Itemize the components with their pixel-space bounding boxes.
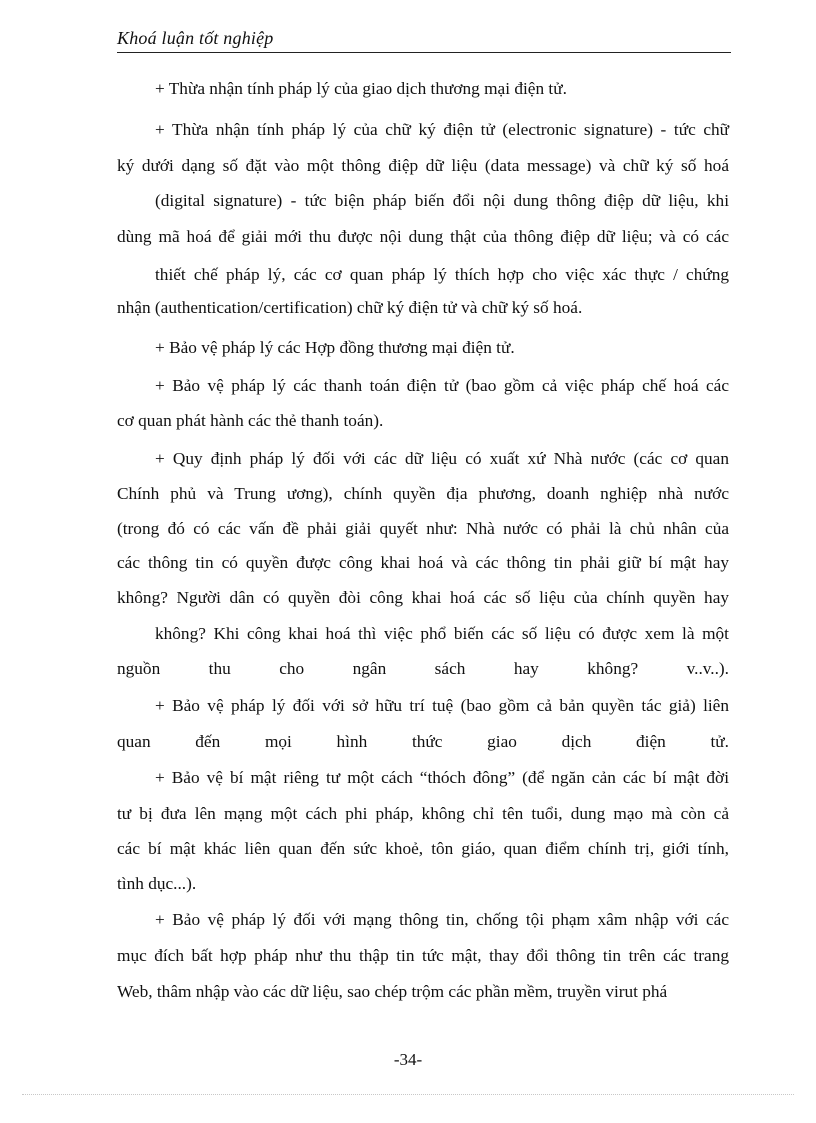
header-title: Khoá luận tốt nghiệp bbox=[117, 28, 274, 48]
body-line: mục đích bất hợp pháp như thu thập tin tức mật, thay đổi thông tin trên các trang bbox=[117, 946, 729, 965]
body-line: các bí mật khác liên quan đến sức khoẻ, tôn giáo, quan điểm chính trị, giới tính, bbox=[117, 839, 729, 858]
body-line: quan đến mọi hình thức giao dịch điện tử. bbox=[117, 732, 729, 751]
body-line: + Bảo vệ pháp lý đối với sở hữu trí tuệ (bao gồm cả bản quyền tác giả) liên bbox=[155, 696, 729, 715]
body-line: + Bảo vệ pháp lý các thanh toán điện tử (bao gồm cả việc pháp chế hoá các bbox=[155, 376, 729, 395]
body-line: nhận (authentication/certification) chữ ký điện tử và chữ ký số hoá. bbox=[117, 298, 583, 317]
body-line: thiết chế pháp lý, các cơ quan pháp lý thích hợp cho việc xác thực / chứng bbox=[155, 265, 729, 284]
page-number: -34- bbox=[393, 1050, 423, 1069]
body-line: ký dưới dạng số đặt vào một thông điệp dữ liệu (data message) và chữ ký số hoá bbox=[117, 156, 729, 175]
body-line: Chính phủ và Trung ương), chính quyền địa phương, doanh nghiệp nhà nước bbox=[117, 484, 729, 503]
body-line: tư bị đưa lên mạng một cách phi pháp, không chỉ tên tuổi, dung mạo mà còn cả bbox=[117, 804, 729, 823]
body-line: không? Khi công khai hoá thì việc phổ biến các số liệu có được xem là một bbox=[155, 624, 729, 643]
body-line: cơ quan phát hành các thẻ thanh toán). bbox=[117, 411, 384, 430]
page-header bbox=[117, 26, 731, 53]
body-line: + Bảo vệ bí mật riêng tư một cách “thóch đông” (để ngăn cản các bí mật đời bbox=[155, 768, 729, 787]
body-line: + Bảo vệ pháp lý các Hợp đồng thương mại điện tử. bbox=[155, 338, 515, 357]
body-line: + Quy định pháp lý đối với các dữ liệu có xuất xứ Nhà nước (các cơ quan bbox=[155, 449, 729, 468]
body-line: không? Người dân có quyền đòi công khai hoá các số liệu của chính quyền hay bbox=[117, 588, 729, 607]
body-line: + Bảo vệ pháp lý đối với mạng thông tin, chống tội phạm xâm nhập với các bbox=[155, 910, 729, 929]
page-divider bbox=[22, 1094, 794, 1095]
body-line: nguồn thu cho ngân sách hay không? v..v..). bbox=[117, 659, 729, 678]
body-line: dùng mã hoá để giải mới thu được nội dung thật của thông điệp dữ liệu; và có các bbox=[117, 227, 729, 246]
body-line: tình dục...). bbox=[117, 874, 197, 893]
body-line: (trong đó có các vấn đề phải giải quyết như: Nhà nước có phải là chủ nhân của bbox=[117, 519, 729, 538]
body-line: + Thừa nhận tính pháp lý của chữ ký điện tử (electronic signature) - tức chữ bbox=[155, 120, 729, 139]
body-line: Web, thâm nhập vào các dữ liệu, sao chép trộm các phần mềm, truyền virut phá bbox=[117, 982, 668, 1001]
body-line: + Thừa nhận tính pháp lý của giao dịch thương mại điện tử. bbox=[155, 79, 567, 98]
body-line: (digital signature) - tức biện pháp biến đổi nội dung thông điệp dữ liệu, khi bbox=[155, 191, 729, 210]
body-line: các thông tin có quyền được công khai hoá và các thông tin phải giữ bí mật hay bbox=[117, 553, 729, 572]
